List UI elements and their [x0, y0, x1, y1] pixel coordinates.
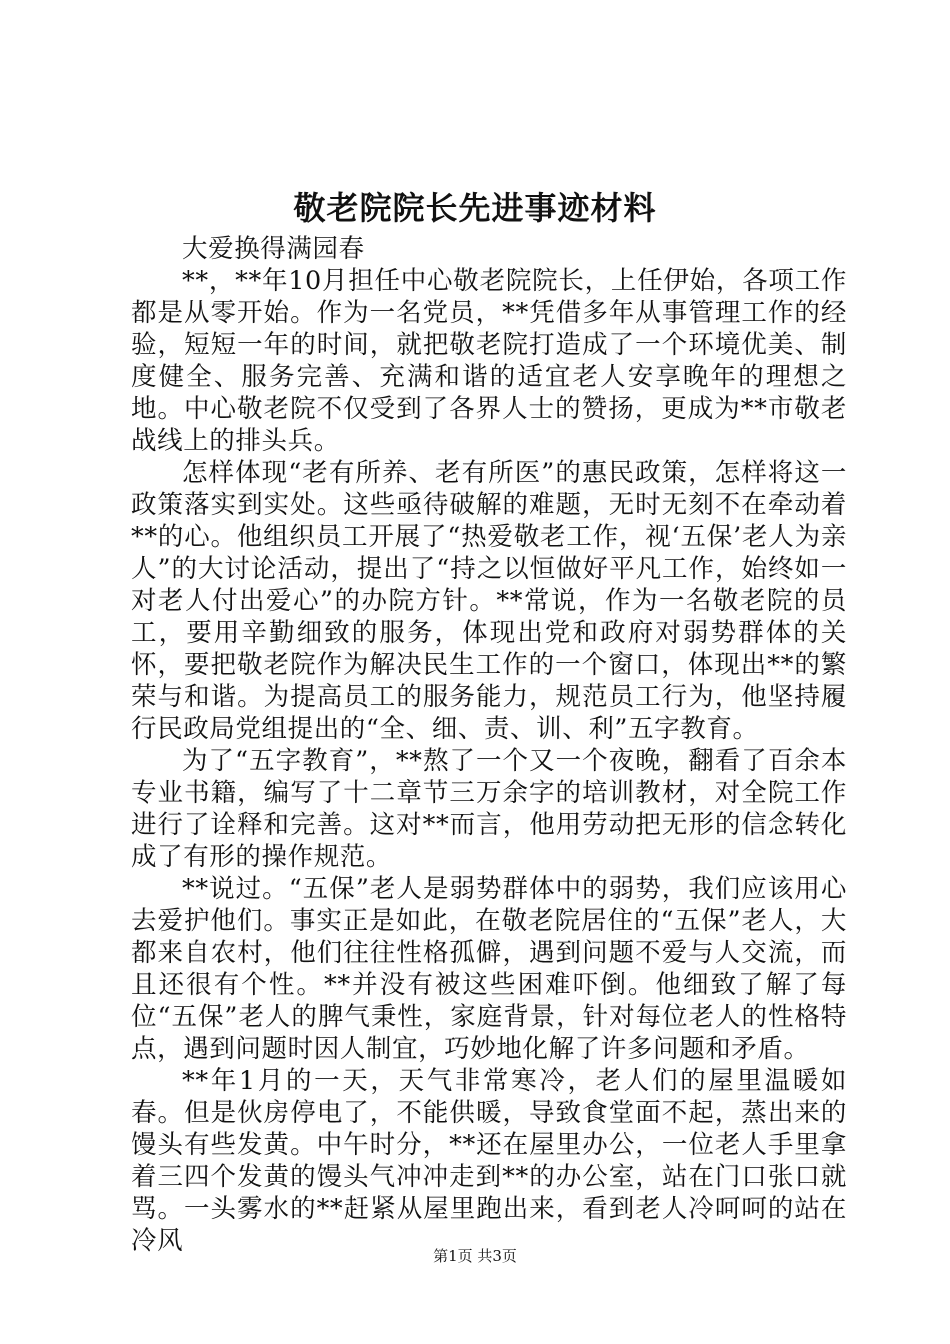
document-body [131, 233, 847, 1257]
document-title: 敬老院院长先进事迹材料 [293, 189, 657, 227]
paragraph: 怎样体现“老有所养、老有所医”的惠民政策，怎样将这一政策落实到实处。这些亟待破解的难题，无时无刻不在牵动着**的心。他组织员工开展了“热爱敬老工作，视‘五保’老人为亲人”的大讨论活动，提出了“持之以恒做好平凡工作，始终如一对老人付出爱心”的办院方针。**常说，作为一名敬老院的员工，要用辛勤细致的服务，体现出党和政府对弱势群体的关怀，要把敬老院作为解决民生工作的一个窗口，体现出**的繁荣与和谐。为提高员工的服务能力，规范员工行为，他坚持履行民政局党组提出的“全、细、责、训、利”五字教育。 [131, 458, 847, 744]
subtitle: 大爱换得满园春 [182, 234, 365, 264]
paragraph: **说过。“五保”老人是弱势群体中的弱势，我们应该用心去爱护他们。事实正是如此，在敬老院居住的“五保”老人，大都来自农村，他们往往性格孤僻，遇到问题不爱与人交流，而且还很有个性。**并没有被这些困难吓倒。他细致了解了每位“五保”老人的脾气秉性，家庭背景，针对每位老人的性格特点，遇到问题时因人制宜，巧妙地化解了许多问题和矛盾。 [131, 874, 847, 1064]
paragraph: **，**年10月担任中心敬老院院长，上任伊始，各项工作都是从零开始。作为一名党员，**凭借多年从事管理工作的经验，短短一年的时间，就把敬老院打造成了一个环境优美、制度健全、服务完善、充满和谐的适宜老人安享晚年的理想之地。中心敬老院不仅受到了各界人士的赞扬，更成为**市敬老战线上的排头兵。 [131, 266, 847, 456]
paragraph: **年1月的一天，天气非常寒冷，老人们的屋里温暖如春。但是伙房停电了，不能供暖，导致食堂面不起，蒸出来的馒头有些发黄。中午时分，**还在屋里办公，一位老人手里拿着三四个发黄的馒头气冲冲走到**的办公室，站在门口张口就骂。一头雾水的**赶紧从屋里跑出来，看到老人冷呵呵的站在冷风 [131, 1066, 847, 1256]
page-number-footer: 第1页 共3页 [433, 1247, 517, 1265]
paragraph: 为了“五字教育”，**熬了一个又一个夜晚，翻看了百余本专业书籍，编写了十二章节三万余字的培训教材，对全院工作进行了诠释和完善。这对**而言，他用劳动把无形的信念转化成了有形的操作规范。 [131, 746, 847, 872]
